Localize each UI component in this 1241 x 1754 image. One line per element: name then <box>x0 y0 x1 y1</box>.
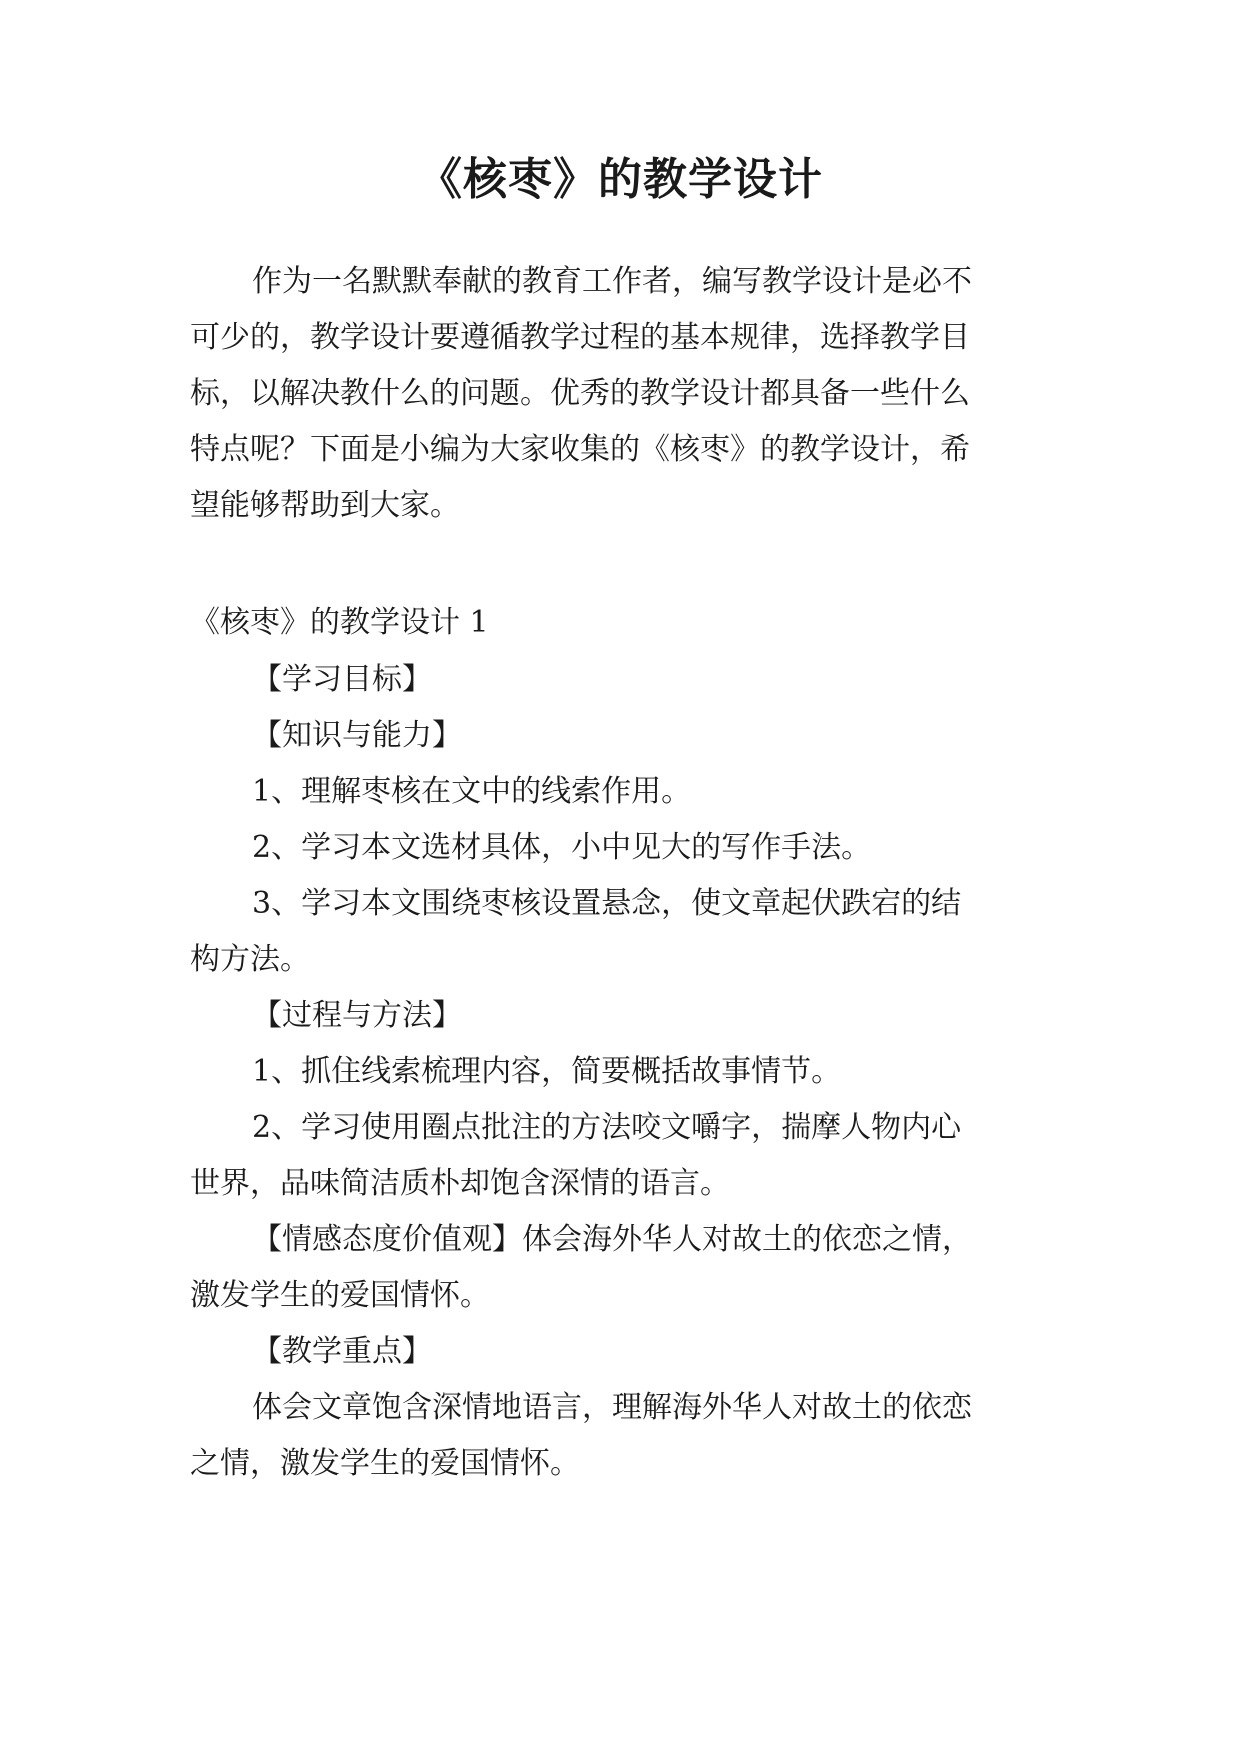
knowledge-item-3-cont: 构方法。 <box>190 942 310 977</box>
heading-knowledge-ability: 【知识与能力】 <box>252 718 462 753</box>
section-heading: 《核枣》的教学设计 1 <box>190 605 489 640</box>
intro-line-3: 标，以解决教什么的问题。优秀的教学设计都具备一些什么 <box>190 376 970 411</box>
teaching-focus-text: 体会文章饱含深情地语言，理解海外华人对故土的依恋 <box>252 1390 972 1425</box>
heading-process-method: 【过程与方法】 <box>252 998 462 1033</box>
heading-learning-goals: 【学习目标】 <box>252 662 432 697</box>
process-item-2-cont: 世界，品味简洁质朴却饱含深情的语言。 <box>190 1166 730 1201</box>
document-title: 《核枣》的教学设计 <box>418 154 823 205</box>
teaching-focus-text-cont: 之情，激发学生的爱国情怀。 <box>190 1446 580 1481</box>
intro-line-2: 可少的，教学设计要遵循教学过程的基本规律，选择教学目 <box>190 320 970 355</box>
emotion-values: 【情感态度价值观】体会海外华人对故土的依恋之情， <box>252 1222 972 1257</box>
knowledge-item-2: 2、学习本文选材具体，小中见大的写作手法。 <box>252 830 872 865</box>
intro-line-1: 作为一名默默奉献的教育工作者，编写教学设计是必不 <box>252 264 972 299</box>
intro-line-4: 特点呢？下面是小编为大家收集的《核枣》的教学设计，希 <box>190 432 970 467</box>
knowledge-item-3: 3、学习本文围绕枣核设置悬念，使文章起伏跌宕的结 <box>252 886 962 921</box>
process-item-1: 1、抓住线索梳理内容，简要概括故事情节。 <box>252 1054 842 1089</box>
heading-teaching-focus: 【教学重点】 <box>252 1334 432 1369</box>
process-item-2: 2、学习使用圈点批注的方法咬文嚼字，揣摩人物内心 <box>252 1110 962 1145</box>
intro-line-5: 望能够帮助到大家。 <box>190 488 460 523</box>
emotion-values-cont: 激发学生的爱国情怀。 <box>190 1278 490 1313</box>
knowledge-item-1: 1、理解枣核在文中的线索作用。 <box>252 774 692 809</box>
